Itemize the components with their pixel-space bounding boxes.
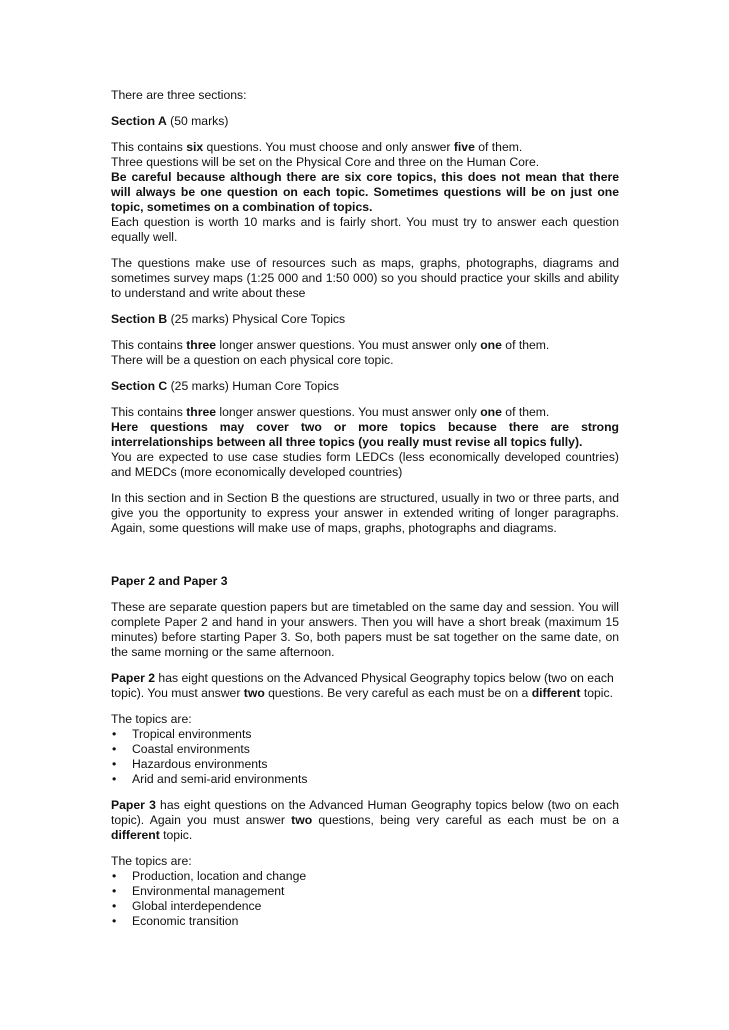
- list-item: • Production, location and change: [112, 869, 307, 883]
- section-c-line-1: This contains three longer answer questions. You must answer only one of them.: [111, 405, 550, 419]
- section-c-heading: [111, 379, 619, 394]
- paper23-body: These are separate question papers but are timetabled on the same day and session. You will complete Paper 2 and hand in your answers. Then you will have a short break (maximum 15 minutes) before starting Paper 3. So, both papers must be sat together on the same date, on the same morning or the same afternoon.: [111, 600, 619, 659]
- spacer: [111, 547, 619, 574]
- section-a-marks: (50 marks): [166, 114, 229, 128]
- section-b-line-1: This contains three longer answer questions. You must answer only one of them.: [111, 338, 550, 352]
- list-item: • Arid and semi-arid environments: [112, 772, 308, 786]
- paper2-topic-list: [111, 727, 619, 787]
- bullet-icon: •: [112, 727, 117, 741]
- bullet-icon: •: [112, 884, 117, 898]
- intro-text: There are three sections:: [111, 88, 247, 102]
- section-a-heading: [111, 114, 619, 129]
- section-a-details: [111, 140, 619, 245]
- section-c-subtitle: (25 marks) Human Core Topics: [167, 379, 340, 393]
- section-a-line-1: This contains six questions. You must choose and only answer five of them.: [111, 140, 523, 154]
- paper3-description: Paper 3 has eight questions on the Advanced Human Geography topics below (two on each topic). Again you must answer two questions, being very careful as each must be on a different topic.: [111, 798, 619, 842]
- list-item: • Tropical environments: [112, 727, 252, 741]
- paper2-label: Paper 2: [111, 671, 156, 685]
- section-b-title: Section B: [111, 312, 168, 326]
- paper2-description: Paper 2 has eight questions on the Advanced Physical Geography topics below (two on each topic). You must answer two questions. Be very careful as each must be on a different topic.: [111, 671, 614, 700]
- paper2-topics-label: The topics are:: [111, 712, 192, 726]
- section-c-details: [111, 405, 619, 480]
- section-a-line-3: Each question is worth 10 marks and is fairly short. You must try to answer each question equally well.: [111, 215, 619, 244]
- section-b-details: [111, 338, 619, 368]
- bullet-icon: •: [112, 772, 117, 786]
- paper3-label: Paper 3: [111, 798, 156, 812]
- list-item: • Economic transition: [112, 914, 239, 928]
- section-c-title: Section C: [111, 379, 168, 393]
- paper23-heading: Paper 2 and Paper 3: [111, 574, 228, 588]
- bullet-icon: •: [112, 742, 117, 756]
- bullet-icon: •: [112, 899, 117, 913]
- paper3-topic-list: [111, 869, 619, 929]
- section-b-subtitle: (25 marks) Physical Core Topics: [167, 312, 346, 326]
- section-a-resources: The questions make use of resources such as maps, graphs, photographs, diagrams and sometimes survey maps (1:25 000 and 1:50 000) so you should practice your skills and ability to understand and write about these: [111, 256, 619, 300]
- section-c-line-3: You are expected to use case studies form LEDCs (less economically developed countries) and MEDCs (more economically developed countries): [111, 450, 619, 479]
- section-b-line-2: There will be a question on each physical core topic.: [111, 353, 394, 367]
- paper3-topics-label: The topics are:: [111, 854, 192, 868]
- section-a-line-2: Three questions will be set on the Physical Core and three on the Human Core.: [111, 155, 540, 169]
- list-item: • Coastal environments: [112, 742, 250, 756]
- list-item: • Global interdependence: [112, 899, 262, 913]
- list-item: • Hazardous environments: [112, 757, 268, 771]
- bullet-icon: •: [112, 914, 117, 928]
- document-body: [111, 88, 619, 940]
- bullet-icon: •: [112, 869, 117, 883]
- section-b-heading: [111, 312, 619, 327]
- section-a-title: Section A: [111, 114, 167, 128]
- list-item: • Environmental management: [112, 884, 285, 898]
- section-a-warning: Be careful because although there are six core topics, this does not mean that there will always be one question on each topic. Sometimes questions will be on just one topic, sometimes on a combination of topics.: [111, 170, 619, 214]
- section-c-structure: In this section and in Section B the questions are structured, usually in two or three parts, and give you the opportunity to express your answer in extended writing of longer paragraphs. Again, some questions will make use of maps, graphs, photographs and diagrams.: [111, 491, 619, 535]
- bullet-icon: •: [112, 757, 117, 771]
- section-c-warning: Here questions may cover two or more topics because there are strong interrelationships between all three topics (you really must revise all topics fully).: [111, 420, 619, 449]
